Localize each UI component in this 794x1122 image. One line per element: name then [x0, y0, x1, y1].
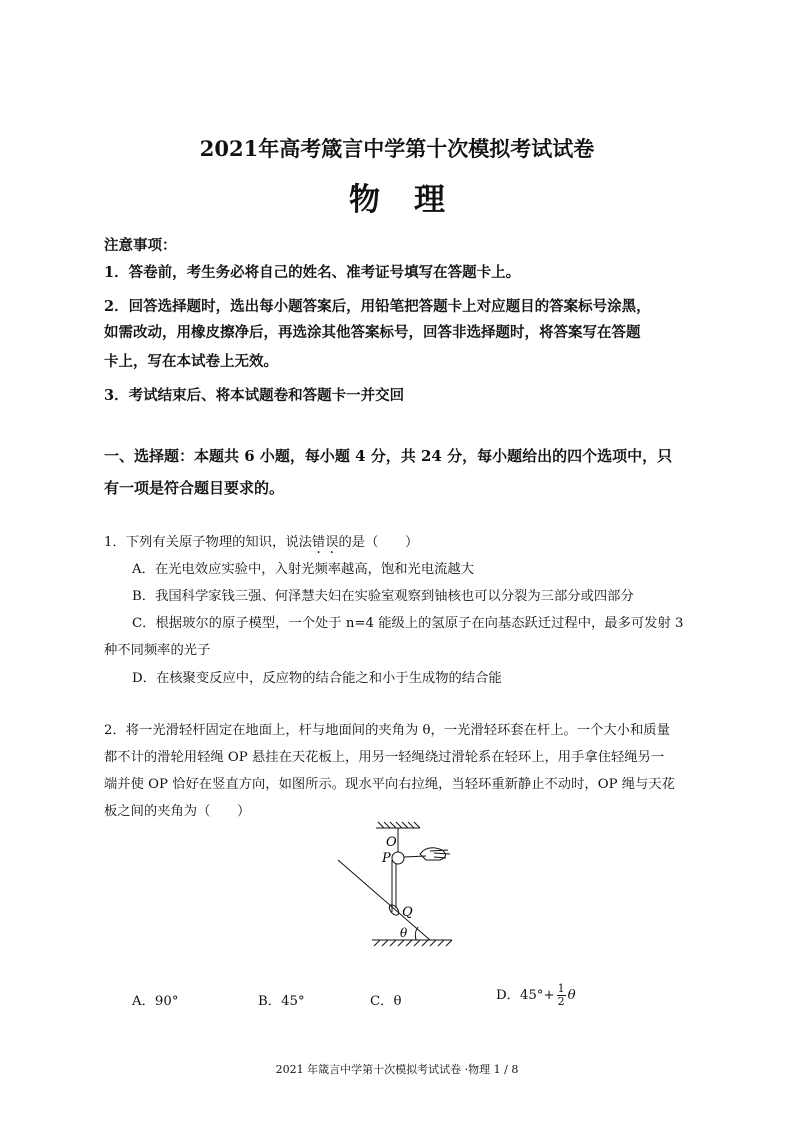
section-heading-line-2: 有一项是符合题目要求的。: [104, 479, 285, 497]
fraction-numerator: 1: [557, 982, 565, 995]
notice-item-3: 3．考试结束后、将本试题卷和答题卡一并交回: [104, 387, 405, 404]
question-1-option-a: A．在光电效应实验中，入射光频率越高，饱和光电流越大: [132, 562, 475, 577]
pulley-ring-figure: [330, 820, 460, 952]
notice-heading: 注意事项：: [104, 237, 177, 254]
question-2-choice-a: A．90°: [132, 994, 179, 1009]
label-q: Q: [402, 905, 413, 920]
notice-item-2-line-1: 2．回答选择题时，选出每小题答案后，用铅笔把答题卡上对应题目的答案标号涂黑，: [104, 298, 651, 315]
question-2-line-2: 都不计的滑轮用轻绳 OP 悬挂在天花板上，用另一轻绳绕过滑轮系在轻环上，用手拿住轻绳另一: [104, 750, 665, 765]
question-2-line-1: 2．将一光滑轻杆固定在地面上，杆与地面间的夹角为 θ，一光滑轻环套在杆上。一个大小和质量: [104, 723, 670, 738]
page-footer: 2021 年箴言中学第十次模拟考试试卷 ·物理 1 / 8: [275, 1063, 519, 1076]
question-2-choice-b: B．45°: [258, 994, 305, 1009]
section-heading-line-1: 一、选择题：本题共 6 小题，每小题 4 分，共 24 分，每小题给出的四个选项中，只: [104, 447, 673, 465]
question-1-option-d: D．在核聚变反应中，反应物的结合能之和小于生成物的结合能: [132, 671, 502, 686]
exam-title: 2021年高考箴言中学第十次模拟考试试卷: [199, 136, 595, 161]
pulley-circle: [392, 852, 404, 864]
question-1-option-c-line-2: 种不同频率的光子: [104, 643, 211, 658]
label-theta: θ: [400, 926, 408, 940]
question-1-stem: [104, 531, 418, 550]
subject-title: 物理: [349, 182, 479, 218]
emphasis-char-1: 错: [311, 535, 326, 550]
inclined-rod: [338, 860, 430, 940]
notice-item-1: 1．答卷前，考生务必将自己的姓名、准考证号填写在答题卡上。: [104, 264, 521, 281]
fraction-denominator: 2: [557, 995, 565, 1008]
fraction-one-half: [557, 983, 566, 1008]
emphasis-char-2: 误: [325, 535, 339, 550]
question-1-option-b: B．我国科学家钱三强、何泽慧夫妇在实验室观察到铀核也可以分裂为三部分或四部分: [132, 589, 634, 604]
question-1-stem-pre: 1．下列有关原子物理的知识，说法: [104, 535, 312, 550]
label-p: P: [382, 851, 391, 866]
question-1-stem-post: 的是（ ）: [338, 535, 419, 550]
question-2-choice-c: C．θ: [370, 994, 402, 1009]
choice-d-theta: θ: [567, 988, 576, 1003]
notice-item-2-line-3: 卡上，写在本试卷上无效。: [104, 353, 278, 370]
question-2-choice-d: [496, 983, 576, 1008]
question-2-line-3: 端并使 OP 恰好在竖直方向，如图所示。现水平向右拉绳，当轻环重新静止不动时，OP 绳与天花: [104, 777, 675, 792]
question-2-line-4: 板之间的夹角为（ ）: [104, 804, 251, 819]
notice-item-2-line-2: 如需改动，用橡皮擦净后，再选涂其他答案标号，回答非选择题时，将答案写在答题: [104, 324, 641, 341]
choice-d-prefix: D．45°+: [496, 988, 555, 1003]
label-o: O: [386, 835, 397, 850]
question-1-option-c-line-1: C．根据玻尔的原子模型，一个处于 n=4 能级上的氢原子在向基态跃迁过程中，最多可发射 3: [132, 616, 684, 631]
